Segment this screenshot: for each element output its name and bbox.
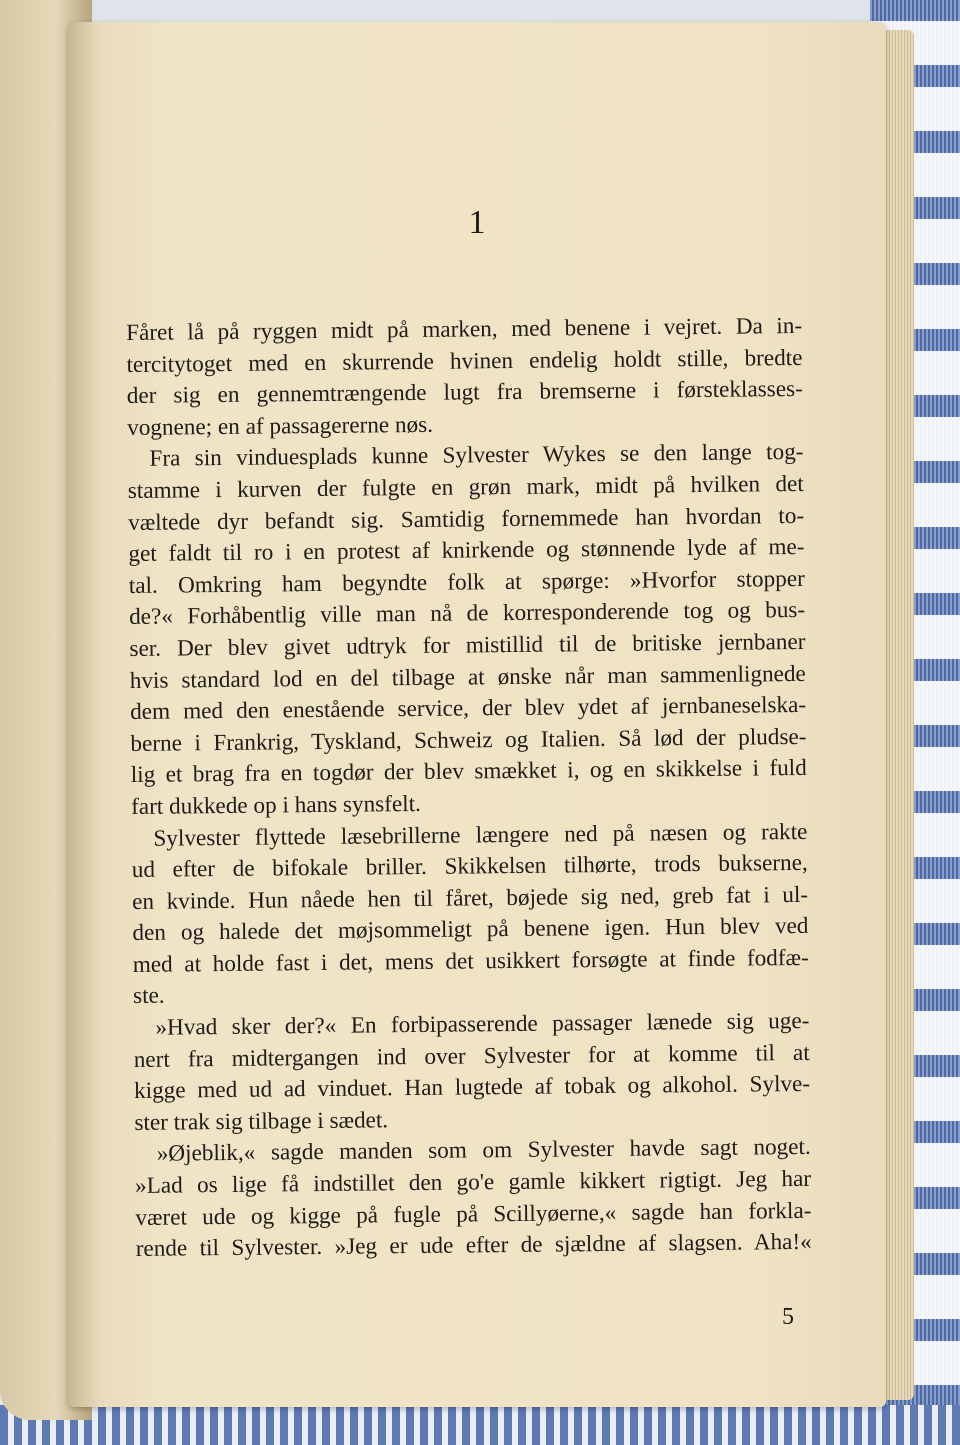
- text-line: »Hvad sker der?« En forbipasserende passager lænede sig uge-: [155, 1007, 810, 1041]
- text-line: berne i Frankrig, Tyskland, Schweiz og Italien. Så lød der pludse-: [130, 723, 807, 757]
- striped-cloth-bottom: [0, 1405, 960, 1445]
- paragraph: [133, 1006, 810, 1139]
- text-line: den og halede det møjsommeligt på benene igen. Hun blev ved: [132, 913, 809, 947]
- text-line: de?« Forhåbentlig ville man nå de korresponderende tog og bus-: [128, 597, 806, 631]
- text-line: væltede dyr befandt sig. Samtidig fornemmede han hvordan to-: [128, 502, 805, 536]
- text-line: Fra sin vinduesplads kunne Sylvester Wykes se den lange tog-: [149, 439, 804, 473]
- body-text: [126, 311, 812, 1266]
- text-line: der sig en gennemtrængende lugt fra bremserne i førsteklasses-: [126, 376, 803, 410]
- text-line: rende til Sylvester. »Jeg er ude efter de sjældne af slagsen. Aha!«: [135, 1229, 812, 1263]
- text-line: ud efter de bifokale briller. Skikkelsen tilhørte, trods bukserne,: [131, 849, 808, 884]
- text-line: ser. Der blev givet udtryk for mistillid til de britiske jernbaner: [129, 628, 806, 662]
- text-line: lig et brag fra en togdør der blev smækket i, og en skikkelse i fuld: [130, 755, 807, 789]
- text-line: get faldt til ro i en protest af knirkende og stønnende lyde af me-: [128, 534, 805, 568]
- text-line: ste.: [132, 983, 165, 1010]
- text-line: Sylvester flyttede læsebrillerne længere ned på næsen og rakte: [153, 818, 808, 852]
- paragraph: [135, 1132, 812, 1265]
- book-page: [68, 22, 886, 1407]
- text-line: »Øjeblik,« sagde manden som om Sylvester havde sagt noget.: [156, 1134, 811, 1168]
- text-line: tercitytoget med en skurrende hvinen endelig holdt stille, bredte: [126, 344, 803, 378]
- paragraph: [126, 311, 803, 444]
- text-line: været ude og kigge på fugle på Scillyøerne,« sagde han forkla-: [135, 1197, 812, 1231]
- text-line: hvis standard lod en del tilbage at ønske når man sammenlignede: [129, 660, 806, 694]
- text-line: fart dukkede op i hans synsfelt.: [130, 790, 422, 820]
- text-line: kigge med ud ad vinduet. Han lugtede af tobak og alkohol. Sylve-: [133, 1071, 811, 1105]
- text-line: tal. Omkring ham begyndte folk at spørge: »Hvorfor stopper: [128, 565, 805, 599]
- text-line: »Lad os lige få indstillet den go'e gamle kikkert rigtigt. Jeg har: [134, 1165, 812, 1199]
- text-line: stamme i kurven der fulgte en grøn mark, midt på hvilken det: [127, 470, 804, 504]
- text-line: nert fra midtergangen ind over Sylvester for at komme til at: [133, 1039, 810, 1073]
- text-line: vognene; en af passagererne nøs.: [127, 411, 434, 441]
- paragraph: [131, 816, 809, 1013]
- chapter-number: 1: [468, 204, 486, 241]
- text-line: en kvinde. Hun nåede hen til fåret, bøjede sig ned, greb fat i ul-: [131, 881, 809, 915]
- text-line: med at holde fast i det, mens det usikkert forsøgte at finde fodfæ-: [132, 944, 809, 978]
- text-line: Fåret lå på ryggen midt på marken, med benene i vejret. Da in-: [126, 312, 803, 346]
- text-line: ster trak sig tilbage i sædet.: [134, 1107, 389, 1136]
- text-line: dem med den enestående service, der blev ydet af jernbaneselska-: [129, 692, 807, 726]
- paragraph: [127, 437, 807, 823]
- page-number: 5: [782, 1304, 794, 1330]
